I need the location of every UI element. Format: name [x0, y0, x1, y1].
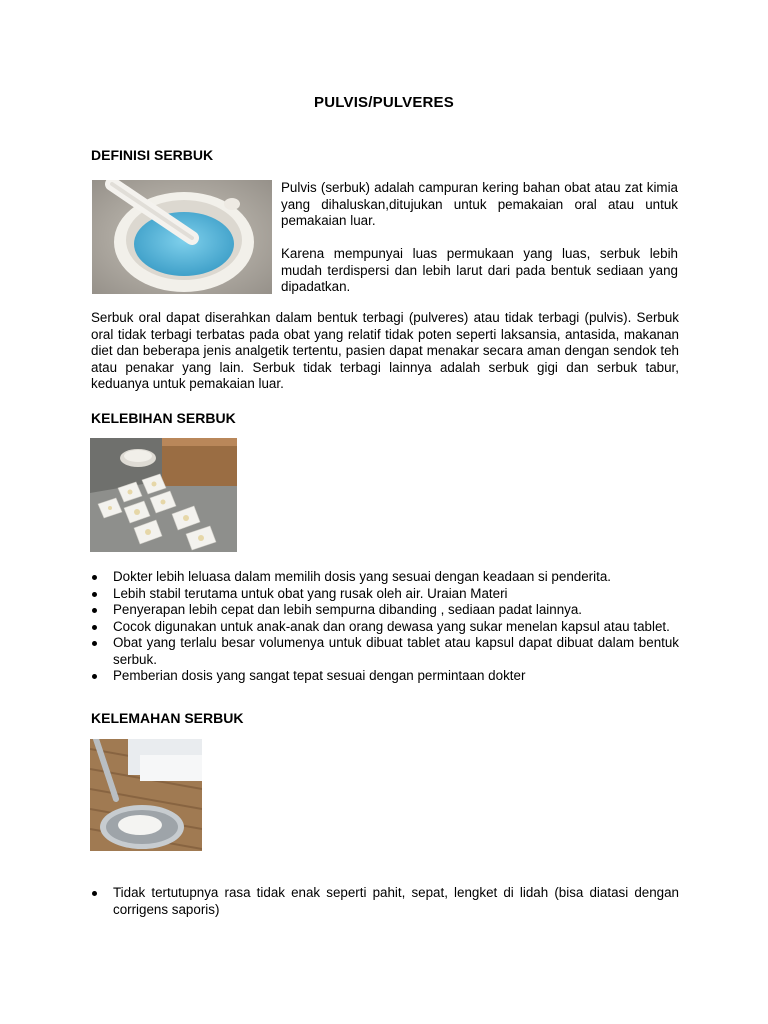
list-item: Penyerapan lebih cepat dan lebih sempurna dibanding , sediaan padat lainnya.	[91, 602, 679, 619]
definisi-side-paragraph-2: Karena mempunyai luas permukaan yang luas, serbuk lebih mudah terdispersi dan lebih larut dari pada bentuk sediaan yang dipadatkan.	[281, 246, 678, 294]
list-item: Obat yang terlalu besar volumenya untuk dibuat tablet atau kapsul dapat dibuat dalam bentuk serbuk.	[91, 635, 679, 668]
section-heading-kelemahan: KELEMAHAN SERBUK	[91, 710, 244, 726]
mortar-pestle-image	[92, 180, 272, 294]
kelebihan-list	[91, 569, 679, 685]
list-item: Dokter lebih leluasa dalam memilih dosis yang sesuai dengan keadaan si penderita.	[91, 569, 679, 586]
list-item: Cocok digunakan untuk anak-anak dan orang dewasa yang sukar menelan kapsul atau tablet.	[91, 619, 679, 636]
page-title: PULVIS/PULVERES	[314, 94, 454, 111]
spoon-powder-image	[90, 739, 202, 851]
section-heading-definisi: DEFINISI SERBUK	[91, 147, 214, 163]
kelemahan-list	[91, 885, 679, 918]
list-item: Tidak tertutupnya rasa tidak enak seperti pahit, sepat, lengket di lidah (bisa diatasi dengan corrigens saporis)	[91, 885, 679, 918]
powder-papers-image	[90, 438, 237, 552]
definisi-body-paragraph: Serbuk oral dapat diserahkan dalam bentuk terbagi (pulveres) atau tidak terbagi (pulvis). Serbuk oral tidak terbagi terbatas pada obat yang relatif tidak poten seperti laksansia, antasida, makanan diet dan beberapa jenis analgetik tertentu, pasien dapat menakar secara aman dengan sendok teh atau penakar yang lain. Serbuk tidak terbagi lainnya adalah serbuk gigi dan serbuk tabur, keduanya untuk pemakaian luar.	[91, 310, 679, 391]
list-item: Lebih stabil terutama untuk obat yang rusak oleh air. Uraian Materi	[91, 586, 679, 603]
list-item: Pemberian dosis yang sangat tepat sesuai dengan permintaan dokter	[91, 668, 679, 685]
section-heading-kelebihan: KELEBIHAN SERBUK	[91, 410, 236, 426]
definisi-side-paragraph-1: Pulvis (serbuk) adalah campuran kering bahan obat atau zat kimia yang dihaluskan,ditujukan untuk pemakaian oral atau untuk pemakaian luar.	[281, 180, 678, 228]
